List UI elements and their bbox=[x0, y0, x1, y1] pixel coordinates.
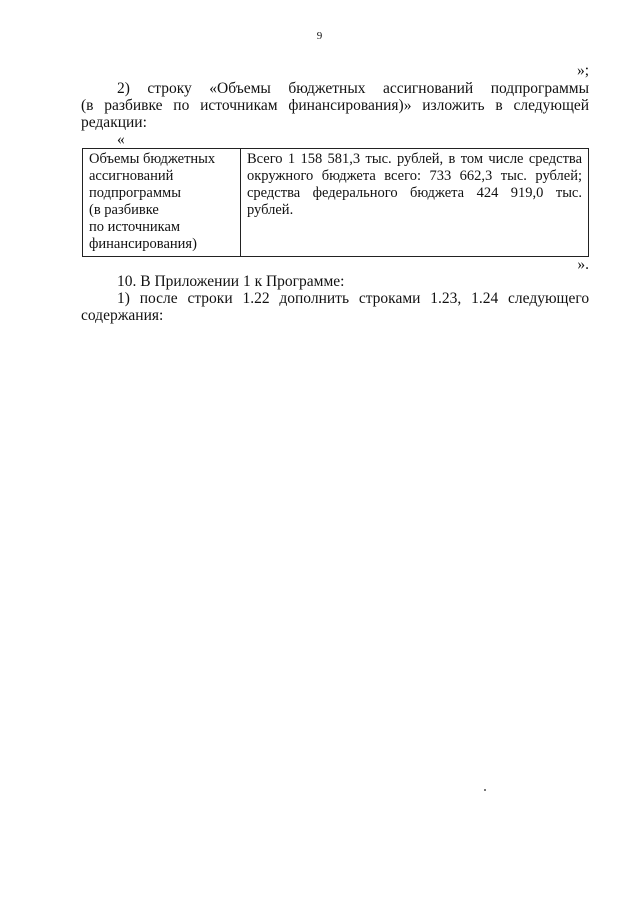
word: дополнить bbox=[279, 290, 350, 307]
word: 1.23, bbox=[430, 290, 462, 307]
cell-line: Всего 1 158 581,3 тыс. рублей, в том числе средства bbox=[247, 151, 582, 167]
cell-line: (в разбивке bbox=[89, 202, 159, 218]
word: 1.22 bbox=[242, 290, 270, 307]
cell-line: окружного бюджета всего: 733 662,3 тыс. рублей; bbox=[247, 168, 582, 184]
cell-line: финансирования) bbox=[89, 236, 197, 252]
word: 1) после bbox=[117, 290, 178, 307]
table-cell-value bbox=[241, 149, 589, 257]
word: следующего bbox=[508, 290, 590, 307]
item10-1-line2: содержания: bbox=[81, 307, 164, 324]
cell-line: средства федерального бюджета 424 919,0 тыс. bbox=[247, 185, 582, 201]
word: (в bbox=[81, 97, 94, 114]
cell-line: подпрограммы bbox=[89, 185, 181, 201]
word: «Объемы bbox=[209, 80, 271, 97]
word: бюджетных bbox=[288, 80, 366, 97]
cell-line: ассигнований bbox=[89, 168, 174, 184]
cell-line: по источникам bbox=[89, 219, 181, 235]
closing-quote: ». bbox=[577, 256, 589, 273]
word: по bbox=[173, 97, 190, 114]
cell-line: рублей. bbox=[247, 202, 294, 218]
table-cell-label bbox=[83, 149, 241, 257]
word: ассигнований bbox=[383, 80, 474, 97]
page-number: 9 bbox=[316, 30, 323, 42]
item10-heading: 10. В Приложении 1 к Программе: bbox=[117, 273, 345, 290]
scan-speck bbox=[484, 789, 486, 791]
word: строками bbox=[358, 290, 421, 307]
item2-line2 bbox=[81, 97, 589, 114]
closing-quote: »; bbox=[576, 62, 589, 79]
word: строки bbox=[187, 290, 233, 307]
item2-line3: редакции: bbox=[81, 114, 147, 131]
word: в bbox=[495, 97, 503, 114]
table-row bbox=[83, 149, 589, 257]
word: финансирования)» bbox=[288, 97, 412, 114]
word: источникам bbox=[200, 97, 278, 114]
word: 1.24 bbox=[471, 290, 499, 307]
word: 2) строку bbox=[117, 80, 192, 97]
passport-table bbox=[82, 148, 589, 257]
word: изложить bbox=[422, 97, 485, 114]
item2-line1 bbox=[117, 80, 589, 97]
item10-1-line1 bbox=[117, 290, 589, 307]
opening-quote: « bbox=[117, 131, 125, 148]
cell-line: Объемы бюджетных bbox=[89, 151, 216, 167]
word: следующей bbox=[513, 97, 590, 114]
word: подпрограммы bbox=[490, 80, 590, 97]
word: разбивке bbox=[104, 97, 163, 114]
